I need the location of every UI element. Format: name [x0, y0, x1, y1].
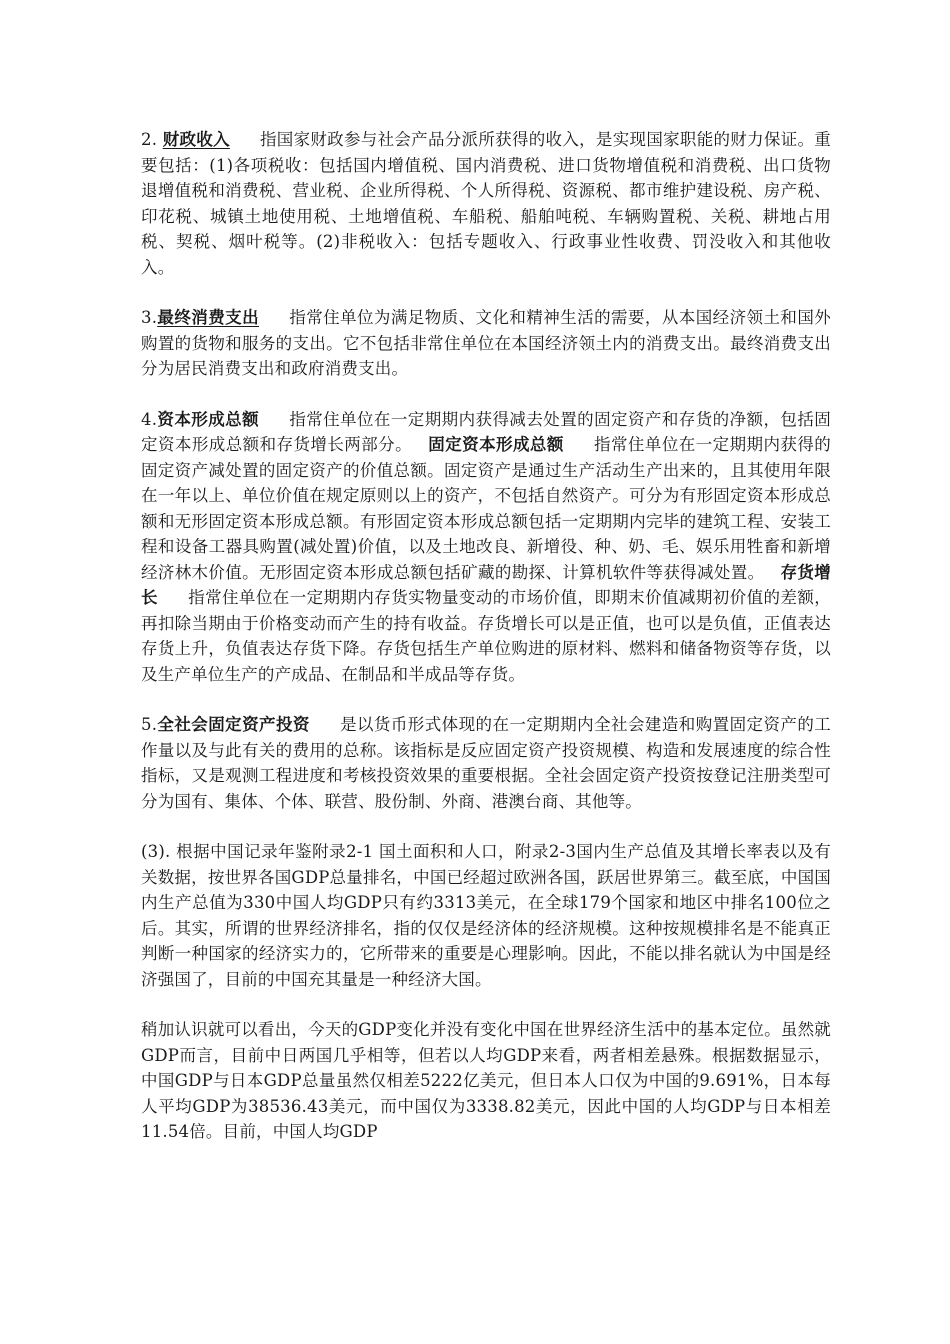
- document-body: [141, 127, 831, 1170]
- term-final-consumption: 最终消费支出: [157, 308, 260, 327]
- definition-text: 指常住单位在一定期期内获得减去处置的固定资产和存货的净额，包括固定资本形成总额和存货增长两部分。: [141, 409, 831, 454]
- section-final-consumption: [141, 305, 831, 382]
- section-number: 3.: [141, 308, 158, 327]
- paragraph-gdp-ranking: (3). 根据中国记录年鉴附录2-1 国土面积和人口，附录2-3国内生产总值及其增长率表以及有关数据，按世界各国GDP总量排名，中国已经超过欧洲各国，跃居世界第三。截至底，中国国内生产总值为330中国人均GDP只有约3313美元，在全球179个国家和地区中排名100位之后。其实，所谓的世界经济排名，指的仅仅是经济体的经济规模。这种按规模排名是不能真正判断一种国家的经济实力的，它所带来的重要是心理影响。因此，不能以排名就认为中国是经济强国了，目前的中国充其量是一种经济大国。: [141, 842, 831, 989]
- term-inventory-increase: 存货增长: [141, 562, 831, 607]
- paragraph-gdp-comparison: 稍加认识就可以看出，今天的GDP变化并没有变化中国在世界经济生活中的基本定位。虽然就GDP而言，目前中日两国几乎相等，但若以人均GDP来看，两者相差悬殊。根据数据显示，中国GDP与日本GDP总量虽然仅相差5222亿美元，但日本人口仅为中国的9.691%，日本每人平均GDP为38536.43美元，而中国仅为3338.82美元，因此中国的人均GDP与日本相差11.54倍。目前，中国人均GDP: [141, 1020, 831, 1141]
- section-number: 4.: [141, 409, 158, 429]
- term-fixed-asset-investment: 全社会固定资产投资: [157, 715, 310, 734]
- definition-text: 指国家财政参与社会产品分派所获得的收入，是实现国家职能的财力保证。重要包括：(1)各项税收：包括国内增值税、国内消费税、进口货物增值税和消费税、出口货物退增值税和消费税、营业税、企业所得税、个人所得税、资源税、都市维护建设税、房产税、印花税、城镇土地使用税、土地增值税、车船税、船舶吨税、车辆购置税、关税、耕地占用税、契税、烟叶税等。(2)非税收入：包括专题收入、行政事业性收费、罚没收入和其他收入。: [141, 130, 831, 277]
- section-capital-formation: [141, 407, 831, 688]
- definition-text: 指常住单位在一定期期内获得的固定资产减处置的固定资产的价值总额。固定资产是通过生产活动生产出来的，且其使用年限在一年以上、单位价值在规定原则以上的资产，不包括自然资产。可分为有形固定资本形成总额和无形固定资本形成总额。有形固定资本形成总额包括一定期期内完毕的建筑工程、安装工程和设备工器具购置(减处置)价值，以及土地改良、新增役、种、奶、毛、娱乐用牲畜和新增经济林木价值。无形固定资本形成总额包括矿藏的勘探、计算机软件等获得减处置。: [141, 435, 831, 582]
- definition-text: 指常住单位为满足物质、文化和精神生活的需要，从本国经济领土和国外购置的货物和服务的支出。它不包括非常住单位在本国经济领土内的消费支出。最终消费支出分为居民消费支出和政府消费支出。: [141, 308, 831, 378]
- term-capital-formation: 资本形成总额: [157, 409, 260, 429]
- section-number: 5.: [141, 715, 158, 734]
- section-fiscal-revenue: [141, 127, 831, 280]
- term-fixed-capital-formation: 固定资本形成总额: [428, 435, 564, 454]
- section-fixed-asset-investment: [141, 712, 831, 814]
- term-fiscal-revenue: 财政收入: [162, 130, 230, 149]
- section-number: 2.: [141, 130, 163, 149]
- definition-text: 是以货币形式体现的在一定期期内全社会建造和购置固定资产的工作量以及与此有关的费用的总称。该指标是反应固定资产投资规模、构造和发展速度的综合性指标，又是观测工程进度和考核投资效果的重要根据。全社会固定资产投资按登记注册类型可分为国有、集体、个体、联营、股份制、外商、港澳台商、其他等。: [141, 715, 831, 811]
- definition-text: 指常住单位在一定期期内存货实物量变动的市场价值，即期末价值减期初价值的差额，再扣除当期由于价格变动而产生的持有收益。存货增长可以是正值，也可以是负值，正值表达存货上升，负值表达存货下降。存货包括生产单位购进的原材料、燃料和储备物资等存货，以及生产单位生产的产成品、在制品和半成品等存货。: [141, 588, 832, 684]
